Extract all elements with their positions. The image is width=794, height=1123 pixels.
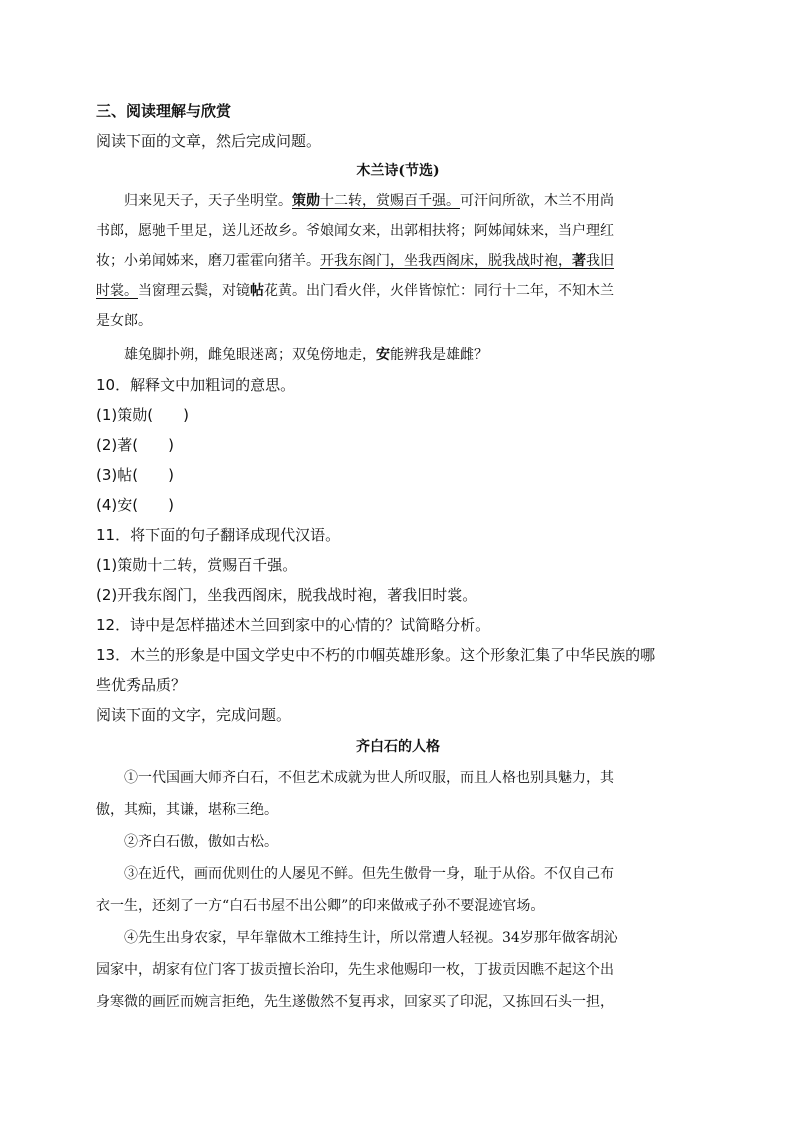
poem-text: 雄兔脚扑朔，雌兔眼迷离；双兔傍地走， bbox=[124, 347, 376, 363]
underlined-text: 十二转，赏赐百千强。 bbox=[320, 193, 460, 209]
underlined-text: 开我东阁门，坐我西阁床，脱我战时袍， bbox=[320, 253, 572, 269]
question-10: 10．解释文中加粗词的意思。 bbox=[96, 376, 296, 394]
essay-paragraph: ①一代国画大师齐白石，不但艺术成就为世人所叹服，而且人格也别具魅力，其 bbox=[124, 770, 614, 786]
question-13-cont: 些优秀品质？ bbox=[96, 676, 187, 694]
poem-text: 归来见天子，天子坐明堂。 bbox=[124, 193, 292, 209]
poem-line bbox=[96, 276, 700, 306]
poem-line: 书郎，愿驰千里足，送儿还故乡。爷娘闻女来，出郭相扶将；阿姊闻妹来，当户理红 bbox=[96, 223, 614, 239]
section-heading: 三、阅读理解与欣赏 bbox=[96, 102, 232, 120]
poem-text: 当窗理云鬓，对镜 bbox=[138, 283, 250, 299]
essay-title: 齐白石的人格 bbox=[356, 739, 440, 755]
instruction-text: 阅读下面的文字，完成问题。 bbox=[96, 706, 292, 724]
underlined-text: 时裳。 bbox=[96, 283, 138, 299]
essay-paragraph: ③在近代，画而优则仕的人屡见不鲜。但先生傲骨一身，耻于从俗。不仅自己布 bbox=[124, 866, 614, 882]
essay-paragraph: 衣一生，还刻了一方“白石书屋不出公卿”的印来做戒子孙不要混迹官场。 bbox=[96, 898, 545, 914]
poem-text: 可汗问所欲，木兰不用尚 bbox=[460, 193, 614, 209]
bold-word-tie: 帖 bbox=[250, 283, 264, 299]
bold-word-an: 安 bbox=[376, 347, 390, 363]
instruction-text: 阅读下面的文章，然后完成问题。 bbox=[96, 132, 322, 150]
question-12: 12．诗中是怎样描述木兰回到家中的心情的？试简略分析。 bbox=[96, 616, 491, 634]
poem-line bbox=[96, 186, 700, 216]
question-10-2: (2)著( ) bbox=[96, 436, 174, 454]
poem-text: 花黄。出门看火伴，火伴皆惊忙：同行十二年，不知木兰 bbox=[264, 283, 614, 299]
essay-paragraph: 傲，其痴，其谦，堪称三绝。 bbox=[96, 802, 278, 818]
question-13: 13．木兰的形象是中国文学史中不朽的巾帼英雄形象。这个形象汇集了中华民族的哪 bbox=[96, 646, 656, 664]
essay-paragraph: 身寒微的画匠而婉言拒绝，先生遂傲然不复再求，回家买了印泥，又拣回石头一担， bbox=[96, 994, 614, 1010]
poem-title: 木兰诗(节选) bbox=[356, 163, 440, 179]
question-11-2: (2)开我东阁门，坐我西阁床，脱我战时袍，著我旧时裳。 bbox=[96, 586, 478, 604]
underlined-text: 我旧 bbox=[586, 253, 614, 269]
page bbox=[96, 96, 700, 1018]
question-11: 11．将下面的句子翻译成现代汉语。 bbox=[96, 526, 341, 544]
bold-word-zhu: 著 bbox=[572, 253, 586, 269]
question-10-3: (3)帖( ) bbox=[96, 466, 174, 484]
bold-word-cexun: 策勋 bbox=[292, 193, 320, 209]
poem-line bbox=[96, 246, 700, 276]
question-11-1: (1)策勋十二转，赏赐百千强。 bbox=[96, 556, 298, 574]
poem-line: 是女郎。 bbox=[96, 313, 152, 329]
essay-paragraph: 园家中，胡家有位门客丁拔贡擅长治印，先生求他赐印一枚，丁拔贡因瞧不起这个出 bbox=[96, 962, 614, 978]
poem-text: 妆；小弟闻姊来，磨刀霍霍向猪羊。 bbox=[96, 253, 320, 269]
essay-paragraph: ②齐白石傲，傲如古松。 bbox=[124, 834, 278, 850]
question-10-4: (4)安( ) bbox=[96, 496, 174, 514]
question-10-1: (1)策勋( ) bbox=[96, 406, 189, 424]
poem-line bbox=[96, 340, 700, 370]
poem-text: 能辨我是雄雌？ bbox=[390, 347, 488, 363]
essay-paragraph: ④先生出身农家，早年靠做木工维持生计，所以常遭人轻视。34岁那年做客胡沁 bbox=[124, 930, 618, 946]
